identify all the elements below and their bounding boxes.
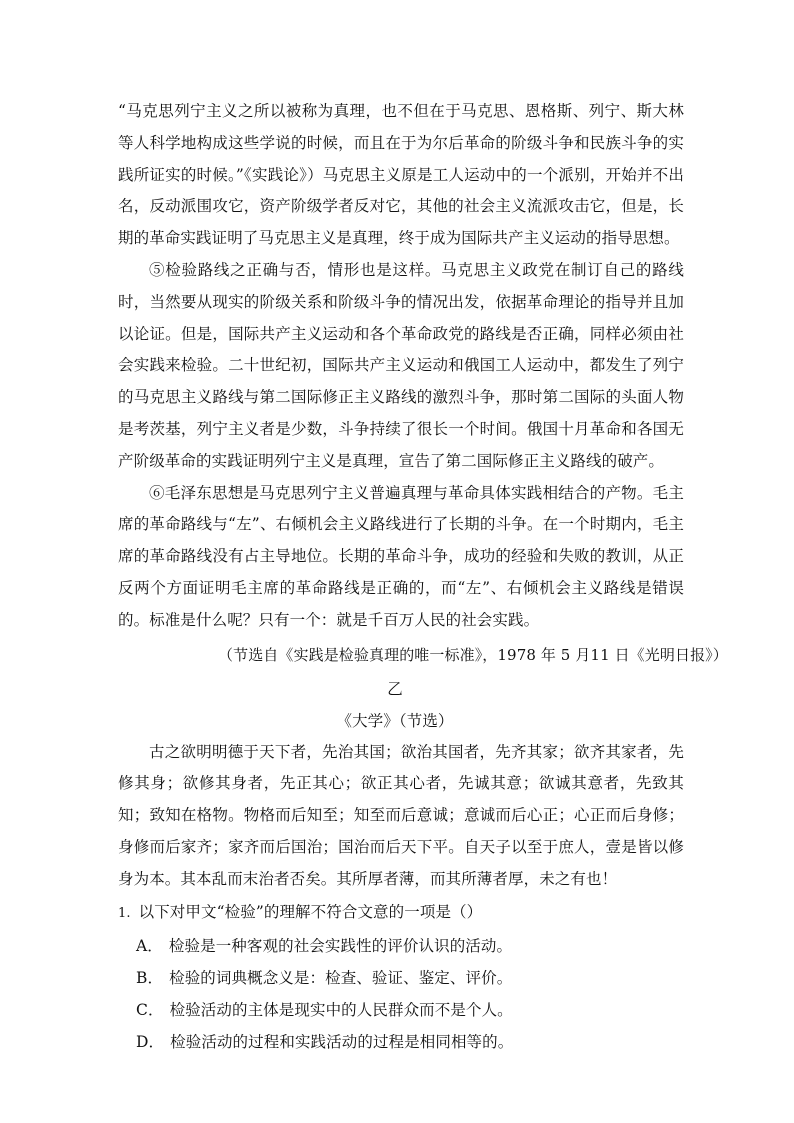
option-letter: D． <box>136 1032 165 1051</box>
option-b[interactable] <box>118 962 684 994</box>
option-d[interactable] <box>118 1026 684 1058</box>
paragraph-quote-continuation: “马克思列宁主义之所以被称为真理，也不但在于马克思、恩格斯、列宁、斯大林等人科学地构成这些学说的时候，而且在于为尔后革命的阶级斗争和民族斗争的实践所证实的时候。”《实践论》）马克思主义原是工人运动中的一个派别，开始并不出名，反动派围攻它，资产阶级学者反对它，其他的社会主义流派攻击它，但是，长期的革命实践证明了马克思主义是真理，终于成为国际共产主义运动的指导思想。 <box>118 102 684 248</box>
option-c[interactable] <box>118 994 684 1026</box>
option-a[interactable] <box>118 930 684 962</box>
option-letter: A． <box>136 936 163 955</box>
classical-text-paragraph: 古之欲明明德于天下者，先治其国；欲治其国者，先齐其家；欲齐其家者，先修其身；欲修其身者，先正其心；欲正其心者，先诚其意；欲诚其意者，先致其知；致知在格物。物格而后知至；知至而后意诚；意诚而后心正；心正而后身修；身修而后家齐；家齐而后国治；国治而后天下平。自天子以至于庶人，壹是皆以修身为本。其本乱而末治者否矣。其所厚者薄，而其所薄者厚，未之有也！ <box>118 742 684 888</box>
question-text: 以下对甲文“检验”的理解不符合文意的一项是（） <box>138 902 483 921</box>
text-title: 《大学》（节选） <box>336 711 454 730</box>
paragraph-6: ⑥毛泽东思想是马克思列宁主义普遍真理与革命具体实践相结合的产物。毛主席的革命路线与“左”、右倾机会主义路线进行了长期的斗争。在一个时期内，毛主席的革命路线没有占主导地位。长期的革命斗争，成功的经验和失败的教训，从正反两个方面证明毛主席的革命路线是正确的，而“左”、右倾机会主义路线是错误的。标准是什么呢？只有一个：就是千百万人民的社会实践。 <box>118 483 684 629</box>
option-letter: C． <box>136 1000 164 1019</box>
option-text: 检验活动的主体是现实中的人民群众而不是个人。 <box>169 1000 513 1019</box>
option-text: 检验是一种客观的社会实践性的评价认识的活动。 <box>168 936 513 955</box>
document-content <box>118 96 728 1058</box>
question-number: 1. <box>118 905 131 921</box>
option-text: 检验活动的过程和实践活动的过程是相同相等的。 <box>170 1032 514 1051</box>
section-label: 乙 <box>387 679 403 698</box>
option-text: 检验的词典概念义是：检查、验证、鉴定、评价。 <box>169 968 513 987</box>
source-citation: （节选自《实践是检验真理的唯一标准》，1978 年 5 月11 日《光明日报》） <box>218 645 728 664</box>
option-letter: B． <box>136 968 164 987</box>
question-1 <box>118 896 684 930</box>
paragraph-5: ⑤检验路线之正确与否，情形也是这样。马克思主义政党在制订自己的路线时，当然要从现实的阶级关系和阶级斗争的情况出发，依据革命理论的指导并且加以论证。但是，国际共产主义运动和各个革命政党的路线是否正确，同样必须由社会实践来检验。二十世纪初，国际共产主义运动和俄国工人运动中，都发生了列宁的马克思主义路线与第二国际修正主义路线的激烈斗争，那时第二国际的头面人物是考茨基，列宁主义者是少数，斗争持续了很长一个时间。俄国十月革命和各国无产阶级革命的实践证明列宁主义是真理，宣告了第二国际修正主义路线的破产。 <box>118 260 684 470</box>
